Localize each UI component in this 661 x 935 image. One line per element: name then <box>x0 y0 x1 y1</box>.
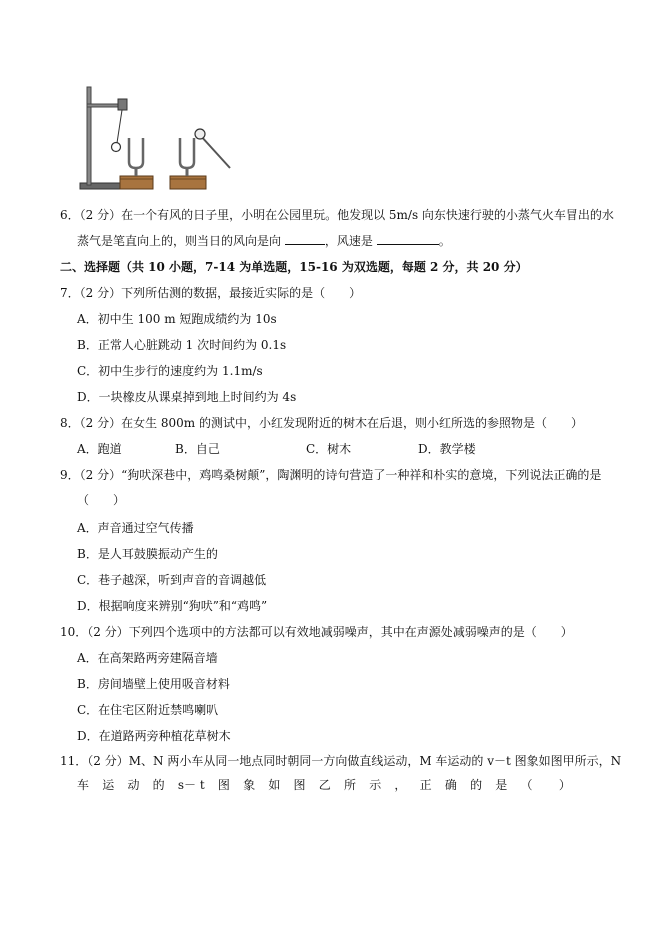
q11-char: ， <box>394 778 407 792</box>
question-8-option-d[interactable]: D．教学楼 <box>418 442 476 456</box>
question-6-line-1: 6．（2 分）在一个有风的日子里，小明在公园里玩。他发现以 5m/s 向东快速行驶的小蒸气火车冒出的水 <box>60 208 614 222</box>
question-8-options <box>77 441 497 457</box>
q11-char: 运 <box>102 778 115 792</box>
question-10-option-b[interactable]: B．房间墙壁上使用吸音材料 <box>77 677 230 691</box>
question-10-option-a[interactable]: A．在高架路两旁建隔音墙 <box>77 651 218 665</box>
question-9-stem-line-1: 9．（2 分）“狗吠深巷中，鸡鸣桑树颠”，陶渊明的诗句营造了一种祥和朴实的意境，下列说法正确的是 <box>60 468 602 482</box>
wind-speed-blank[interactable] <box>377 233 439 245</box>
question-7-option-d[interactable]: D．一块橡皮从课桌掉到地上时间约为 4s <box>77 390 297 404</box>
question-6-text-mid: ，风速是 <box>324 234 373 248</box>
wind-direction-blank[interactable] <box>285 233 325 245</box>
q11-char: 所 <box>343 778 356 792</box>
question-6-text: 蒸气是笔直向上的，则当日的风向是向 <box>77 234 282 248</box>
section-2-heading: 二、选择题（共 10 小题，7-14 为单选题，15-16 为双选题，每题 2 分，共 20 分） <box>60 260 528 274</box>
question-8-option-c[interactable]: C．树木 <box>306 442 352 456</box>
q11-char: （ <box>520 778 533 792</box>
q11-char: 示 <box>369 778 382 792</box>
q11-char: 车 <box>77 778 90 792</box>
question-11-stem-line-1: 11．（2 分）M、N 两小车从同一地点同时朝同一方向做直线运动，M 车运动的 v－t 图象如图甲所示，N <box>60 754 622 768</box>
question-11-stem-line-2 <box>77 777 571 793</box>
question-7-option-b[interactable]: B．正常人心脏跳动 1 次时间约为 0.1s <box>77 338 287 352</box>
question-9-option-a[interactable]: A．声音通过空气传播 <box>77 521 194 535</box>
q11-char: 确 <box>444 778 457 792</box>
q11-char: 图 <box>293 778 306 792</box>
q11-char: 如 <box>268 778 281 792</box>
q11-char: s－ t <box>177 778 205 792</box>
q11-char: 的 <box>470 778 483 792</box>
q11-char: 的 <box>152 778 165 792</box>
question-10-stem: 10．（2 分）下列四个选项中的方法都可以有效地减弱噪声，其中在声源处减弱噪声的是（ ） <box>60 625 573 639</box>
question-8-option-b[interactable]: B．自己 <box>175 442 220 456</box>
question-9-option-b[interactable]: B．是人耳鼓膜振动产生的 <box>77 547 218 561</box>
q11-char: 动 <box>127 778 140 792</box>
question-8-stem: 8．（2 分）在女生 800m 的测试中，小红发现附近的树木在后退，则小红所选的参照物是（ ） <box>60 416 583 430</box>
q11-char: 象 <box>243 778 256 792</box>
question-6-line-2 <box>77 233 451 249</box>
question-7-stem: 7．（2 分）下列所估测的数据，最接近实际的是（ ） <box>60 286 362 300</box>
q11-char: 正 <box>419 778 432 792</box>
q11-char: 是 <box>495 778 508 792</box>
q11-char: 图 <box>217 778 230 792</box>
question-7-option-a[interactable]: A．初中生 100 m 短跑成绩约为 10s <box>77 312 277 326</box>
question-10-option-c[interactable]: C．在住宅区附近禁鸣喇叭 <box>77 703 219 717</box>
q11-char: 乙 <box>318 778 331 792</box>
question-9-option-c[interactable]: C．巷子越深，听到声音的音调越低 <box>77 573 267 587</box>
question-7-option-c[interactable]: C．初中生步行的速度约为 1.1m/s <box>77 364 263 378</box>
question-9-option-d[interactable]: D．根据响度来辨别“狗吠”和“鸡鸣” <box>77 599 268 613</box>
question-10-option-d[interactable]: D．在道路两旁种植花草树木 <box>77 729 231 743</box>
tuning-fork-experiment-figure <box>78 82 238 194</box>
question-8-option-a[interactable]: A．跑道 <box>77 442 122 456</box>
q11-char: ） <box>558 778 571 792</box>
question-6-text-end: 。 <box>438 234 451 248</box>
question-9-stem-line-2: （ ） <box>77 493 126 507</box>
